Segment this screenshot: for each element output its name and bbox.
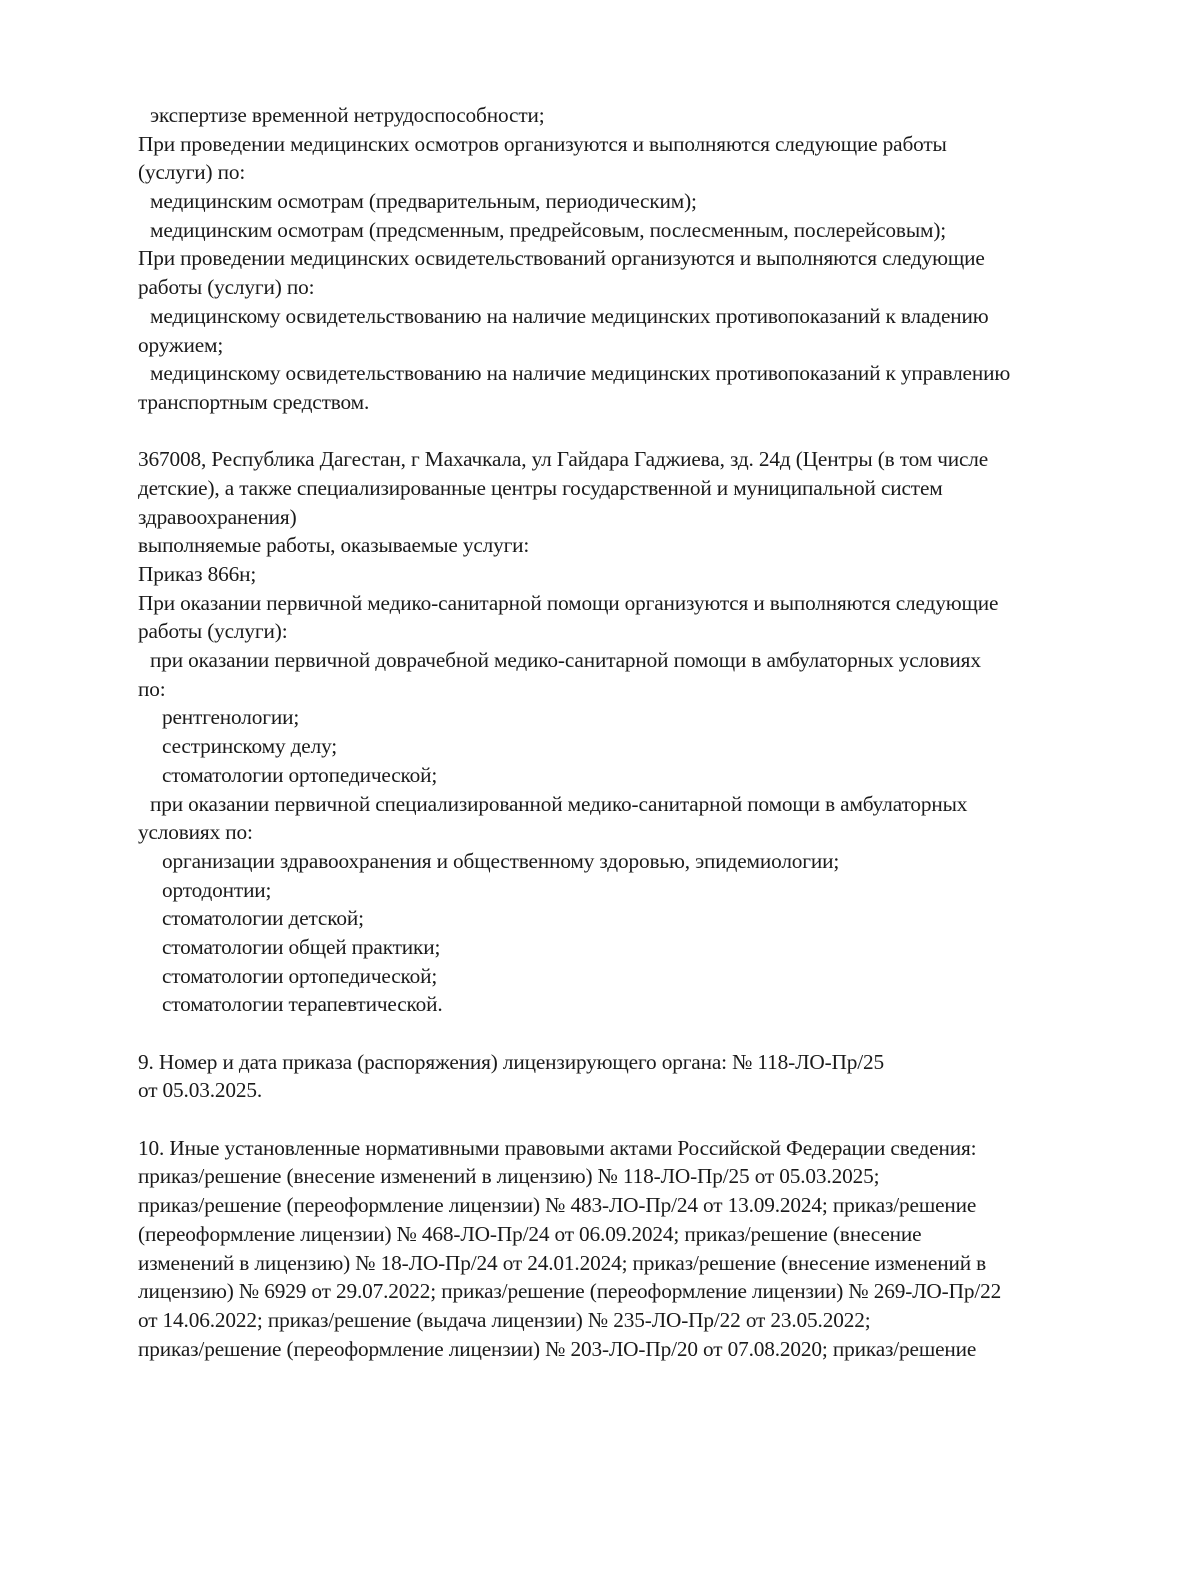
paragraph-line: транспортным средством.	[138, 389, 370, 414]
paragraph-line: При оказании первичной медико-санитарной помощи организуются и выполняются следующие	[138, 590, 999, 615]
section-9-order-number	[138, 1048, 1128, 1105]
medical-exams-block	[138, 130, 1128, 245]
service-item: рентгенологии;	[162, 705, 300, 730]
document-page	[138, 101, 1128, 1363]
service-item: экспертизе временной нетрудоспособности;	[150, 103, 545, 127]
paragraph-line: приказ/решение (внесение изменений в лицензию) № 118-ЛО-Пр/25 от 05.03.2025;	[138, 1164, 880, 1189]
service-item: стоматологии ортопедической;	[162, 762, 438, 787]
service-item: медицинским осмотрам (предварительным, периодическим);	[150, 189, 697, 214]
service-item: медицинскому освидетельствованию на наличие медицинских противопоказаний к владению	[150, 303, 989, 328]
paragraph-line: от 14.06.2022; приказ/решение (выдача лицензии) № 235-ЛО-Пр/22 от 23.05.2022;	[138, 1307, 871, 1332]
address-line: детские), а также специализированные центры государственной и муниципальной систем	[138, 475, 943, 500]
paragraph-line: оружием;	[138, 332, 224, 357]
paragraph-line: лицензию) № 6929 от 29.07.2022; приказ/решение (переоформление лицензии) № 269-ЛО-Пр/22	[138, 1279, 1002, 1304]
subsection-line: при оказании первичной доврачебной медико-санитарной помощи в амбулаторных условиях	[150, 648, 981, 673]
paragraph-line: от 05.03.2025.	[138, 1078, 263, 1103]
paragraph-line: выполняемые работы, оказываемые услуги:	[138, 533, 530, 558]
blank-line	[138, 1105, 1128, 1134]
paragraph-line: При проведении медицинских освидетельствований организуются и выполняются следующие	[138, 246, 985, 271]
address-line: здравоохранения)	[138, 504, 297, 529]
expertise-block	[138, 101, 1128, 130]
paragraph-line: приказ/решение (переоформление лицензии) № 483-ЛО-Пр/24 от 13.09.2024; приказ/решение	[138, 1193, 977, 1218]
medical-certifications-block	[138, 244, 1128, 416]
service-item: стоматологии общей практики;	[162, 934, 441, 959]
address-block	[138, 445, 1128, 1019]
paragraph-line: При проведении медицинских осмотров организуются и выполняются следующие работы	[138, 131, 947, 156]
paragraph-line: условиях по:	[138, 820, 253, 845]
paragraph-line: Приказ 866н;	[138, 562, 257, 586]
paragraph-line: 10. Иные установленные нормативными правовыми актами Российской Федерации сведения:	[138, 1135, 977, 1160]
address-line: 367008, Республика Дагестан, г Махачкала, ул Гайдара Гаджиева, зд. 24д (Центры (в том числе	[138, 447, 989, 472]
paragraph-line: приказ/решение (переоформление лицензии) № 203-ЛО-Пр/20 от 07.08.2020; приказ/решение	[138, 1336, 977, 1361]
blank-line	[138, 1019, 1128, 1048]
service-item: стоматологии ортопедической;	[162, 963, 438, 988]
paragraph-line: работы (услуги) по:	[138, 275, 315, 300]
paragraph-line: изменений в лицензию) № 18-ЛО-Пр/24 от 24.01.2024; приказ/решение (внесение изменений в	[138, 1250, 987, 1275]
service-item: стоматологии детской;	[162, 906, 364, 931]
service-item: ортодонтии;	[162, 877, 272, 902]
paragraph-line: 9. Номер и дата приказа (распоряжения) лицензирующего органа: № 118-ЛО-Пр/25	[138, 1049, 885, 1074]
paragraph-line: работы (услуги):	[138, 619, 288, 644]
section-10-other-info	[138, 1134, 1128, 1364]
subsection-line: при оказании первичной специализированной медико-санитарной помощи в амбулаторных	[150, 791, 968, 816]
paragraph-line: по:	[138, 676, 166, 701]
paragraph-line: (услуги) по:	[138, 160, 246, 185]
paragraph-line: (переоформление лицензии) № 468-ЛО-Пр/24 от 06.09.2024; приказ/решение (внесение	[138, 1221, 922, 1246]
service-item: организации здравоохранения и общественному здоровью, эпидемиологии;	[162, 848, 840, 873]
blank-line	[138, 417, 1128, 446]
service-item: медицинскому освидетельствованию на наличие медицинских противопоказаний к управлению	[150, 361, 1011, 386]
service-item: медицинским осмотрам (предсменным, предрейсовым, послесменным, послерейсовым);	[150, 217, 947, 242]
service-item: сестринскому делу;	[162, 734, 338, 759]
service-item: стоматологии терапевтической.	[162, 992, 443, 1017]
